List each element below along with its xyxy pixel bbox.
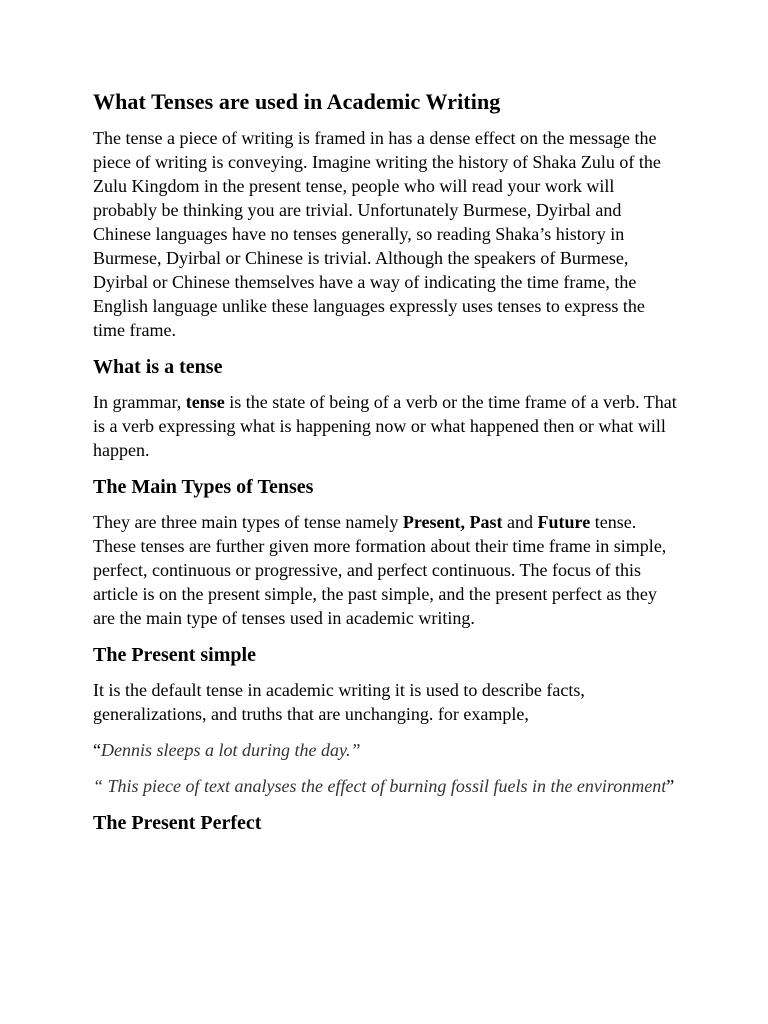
types-bold-future: Future	[537, 512, 591, 532]
example2-italic-text: “ This piece of text analyses the effect of burning fossil fuels in the environment	[93, 776, 667, 796]
example-quote-2	[93, 774, 678, 798]
intro-paragraph: The tense a piece of writing is framed in has a dense effect on the message the piece of writing is conveying. Imagine writing the history of Shaka Zulu of the Zulu Kingdom in the present tense, people who will read your work will probably be thinking you are trivial. Unfortunately Burmese, Dyirbal and Chinese languages have no tenses generally, so reading Shaka’s history in Burmese, Dyirbal or Chinese is trivial. Although the speakers of Burmese, Dyirbal or Chinese themselves have a way of indicating the time frame, the English language unlike these languages expressly uses tenses to express the time frame.	[93, 128, 661, 340]
present-simple-paragraph: It is the default tense in academic writing it is used to describe facts, generalizations, and truths that are unchanging. for example,	[93, 680, 585, 724]
types-bold-past: Past	[469, 512, 503, 532]
heading-present-perfect: The Present Perfect	[93, 812, 262, 834]
document-page	[93, 88, 678, 846]
types-bold-present: Present,	[402, 512, 466, 532]
example1-open-quote: “	[93, 740, 101, 760]
heading-main-types: The Main Types of Tenses	[93, 476, 314, 498]
types-text-c: and	[502, 512, 538, 532]
heading-present-simple: The Present simple	[93, 644, 256, 666]
types-text-d: tense. These tenses are further given more formation about their time frame in simple, perfect, continuous or progressive, and perfect continuous. The focus of this article is on the present simple, the past simple, and the present perfect as they are the main type of tenses used in academic writing.	[93, 512, 667, 628]
tense-text-before: In grammar,	[93, 392, 186, 412]
heading-what-is-a-tense: What is a tense	[93, 356, 223, 378]
tense-definition-paragraph	[93, 390, 678, 462]
example-quote-1	[93, 738, 678, 762]
tense-text-after: is the state of being of a verb or the time frame of a verb. That is a verb expressing what is happening now or what happened then or what will happen.	[93, 392, 677, 460]
example1-italic-text: Dennis sleeps a lot during the day.”	[101, 740, 361, 760]
tense-bold-term: tense	[185, 392, 225, 412]
types-paragraph	[93, 510, 678, 630]
example2-close-quote: ”	[666, 776, 675, 796]
document-title: What Tenses are used in Academic Writing	[93, 89, 501, 114]
types-text-a: They are three main types of tense namely	[93, 512, 403, 532]
